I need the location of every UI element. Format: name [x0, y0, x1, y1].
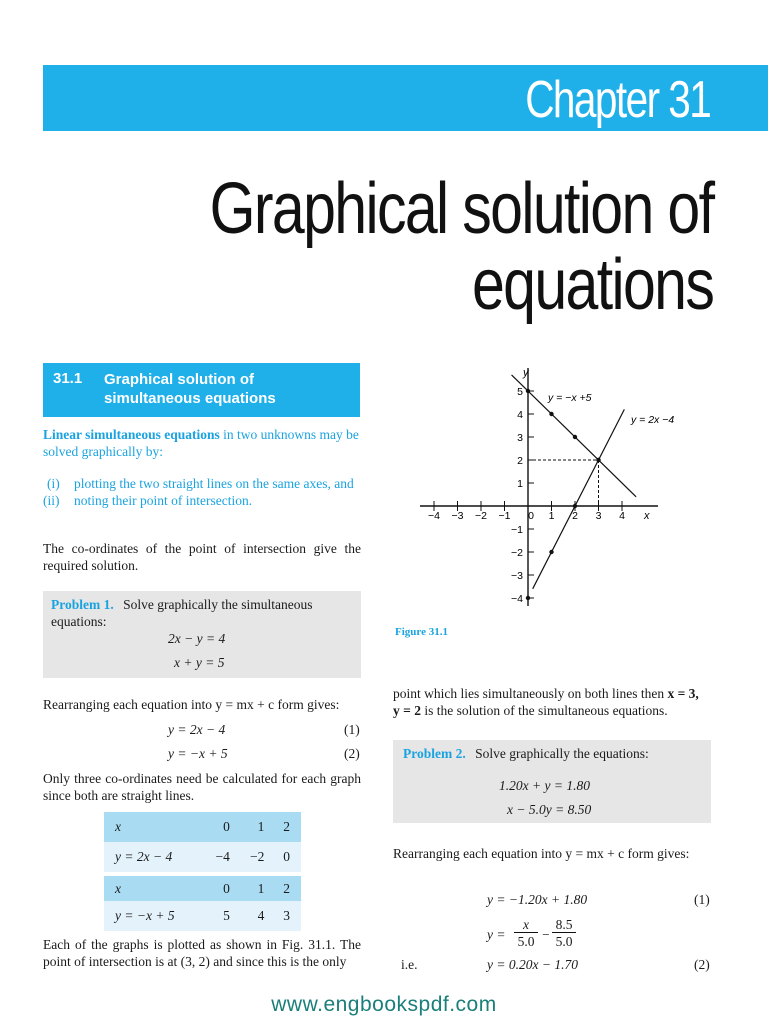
continuation-bold-y: y = 2	[393, 702, 421, 718]
x-tick-label: 0	[528, 510, 534, 522]
y-tick-label: −4	[511, 593, 523, 605]
rearrange2-eq1: y = −1.20x + 1.80	[487, 892, 588, 907]
line2-point	[549, 550, 553, 554]
problem1-label: Problem 1.	[51, 597, 114, 612]
table-cell: y = 2x − 4	[115, 849, 173, 864]
x-axis-label: x	[644, 510, 650, 522]
y-tick-label: −1	[511, 524, 523, 536]
footer-url[interactable]: www.engbookspdf.com	[271, 993, 497, 1016]
rearrange2-eq2: y = 0.20x − 1.70	[487, 957, 578, 972]
x-tick-label: 4	[619, 510, 625, 522]
problem1-statement	[51, 597, 351, 630]
section-heading	[43, 363, 360, 417]
table-cell: 1	[257, 819, 265, 834]
continuation-paragraph	[393, 686, 711, 719]
table-cell: 5	[223, 908, 230, 923]
rearrange1-text: Rearranging each equation into y = mx + c form gives:	[43, 697, 340, 712]
line2-plot	[533, 409, 625, 588]
rearrange1-eq2: y = −x + 5	[168, 746, 228, 761]
problem2-label: Problem 2.	[403, 746, 466, 761]
list-item-text: plotting the two straight lines on the same axes, and	[74, 476, 354, 491]
table-cell: 2	[283, 819, 290, 834]
line2-point	[573, 504, 577, 508]
rearrange1-eq2-number: (2)	[344, 746, 360, 761]
line1-label: y = −x +5	[548, 392, 592, 404]
list-item	[43, 476, 361, 493]
line2-point	[526, 596, 530, 600]
table-cell: 2	[283, 880, 290, 896]
table-cell: 0	[283, 849, 290, 864]
fraction1-numerator: x	[514, 917, 538, 933]
line1-point	[573, 435, 577, 439]
problem2-statement	[403, 746, 703, 763]
intro-paragraph	[43, 427, 361, 460]
section-title	[104, 370, 276, 408]
intro-lead-bold: Linear simultaneous equations	[43, 427, 220, 442]
section-number: 31.1	[53, 370, 83, 387]
table-y2	[104, 876, 301, 931]
y-tick-label: 1	[517, 478, 523, 490]
table-cell: 3	[283, 908, 290, 923]
problem1-eq1: 2x − y = 4	[168, 631, 226, 646]
x-tick-label: −4	[428, 510, 440, 522]
fraction-minus: −	[542, 927, 550, 942]
line1-point	[526, 389, 530, 393]
y-tick-label: −3	[511, 570, 523, 582]
list-item	[43, 493, 361, 510]
list-item-text: noting their point of intersection.	[74, 492, 253, 508]
continuation-text-a: point which lies simultaneously on both lines then	[393, 686, 668, 701]
y-tick-label: 5	[517, 386, 523, 398]
fraction-lhs: y =	[487, 927, 506, 942]
problem2-eq1: 1.20x + y = 1.80	[499, 778, 590, 793]
fraction2-denominator: 5.0	[555, 934, 573, 949]
problem1-text2: equations:	[51, 613, 107, 629]
table-cell: x	[115, 819, 121, 834]
table-cell: 0	[223, 819, 230, 834]
intro-list	[43, 476, 361, 509]
x-tick-label: 2	[572, 510, 578, 522]
intro-conclusion: The co-ordinates of the point of intersection give the required solution.	[43, 541, 361, 573]
list-marker: (i)	[47, 476, 60, 491]
y-tick-label: −2	[511, 547, 523, 559]
problem1-eq2: x + y = 5	[174, 655, 225, 670]
x-tick-label: 3	[595, 510, 602, 522]
conclusion1-paragraph: Each of the graphs is plotted as shown in Fig. 31.1. The point of intersection is at (3, 2) and since this is the only	[43, 937, 361, 969]
table-cell: x	[115, 880, 121, 896]
table-row	[104, 876, 301, 901]
problem2-eq2: x − 5.0y = 8.50	[507, 802, 592, 817]
table-row	[104, 812, 301, 842]
y-axis-label: y	[523, 367, 529, 379]
rearrange1-eq1-number: (1)	[344, 722, 360, 737]
list-marker: (ii)	[43, 492, 60, 508]
x-tick-label: −3	[451, 510, 464, 522]
x-tick-label: 1	[548, 510, 555, 522]
ie-label: i.e.	[401, 957, 418, 972]
rearrange1-eq1: y = 2x − 4	[168, 722, 226, 737]
section-title-line1: Graphical solution of	[104, 371, 255, 388]
figure-31-1	[420, 362, 675, 612]
x-tick-label: −1	[498, 510, 511, 522]
chapter-number: Chapter 31	[524, 71, 710, 129]
line2-label: y = 2x −4	[631, 414, 675, 426]
fraction2-numerator: 8.5	[552, 917, 576, 933]
table-row	[104, 901, 301, 931]
table-cell: −2	[250, 849, 265, 864]
section-title-line2: simultaneous equations	[104, 390, 276, 407]
chapter-banner	[43, 65, 768, 131]
rearrange2-text: Rearranging each equation into y = mx + c form gives:	[393, 846, 690, 861]
problem1-box	[43, 591, 361, 678]
page-title-line2: equations	[471, 245, 713, 325]
fraction1-denominator: 5.0	[517, 934, 535, 949]
table-cell: 0	[223, 880, 230, 896]
continuation-text-b: is the solution of the simultaneous equations.	[420, 702, 668, 718]
table-cell: −4	[215, 849, 230, 864]
table-y1	[104, 812, 301, 872]
continuation-bold-x: x = 3,	[667, 686, 699, 701]
table-cell: 1	[257, 880, 265, 896]
y-tick-label: 2	[517, 455, 523, 467]
line1-point	[549, 412, 553, 416]
table-cell: y = −x + 5	[115, 908, 175, 923]
rearrange1-paragraph: Only three co-ordinates need be calculated for each graph since both are straight lines.	[43, 771, 361, 803]
problem2-text: Solve graphically the equations:	[475, 746, 649, 761]
rearrange2-eq1-number: (1)	[694, 892, 710, 907]
rearrange2-eq2-number: (2)	[694, 957, 710, 972]
table-row	[104, 842, 301, 872]
intro-lead-rest: in two unknowns may be solved graphically by:	[43, 427, 359, 459]
y-tick-label: 3	[517, 432, 523, 444]
graph-figure	[420, 362, 675, 612]
page-title-line1: Graphical solution of	[209, 169, 713, 249]
table-cell: 4	[257, 908, 265, 923]
figure-caption: Figure 31.1	[395, 626, 448, 638]
x-tick-label: −2	[475, 510, 487, 522]
problem1-text: Solve graphically the simultaneous	[123, 597, 313, 612]
y-tick-label: 4	[517, 409, 523, 421]
problem2-box	[393, 740, 711, 823]
